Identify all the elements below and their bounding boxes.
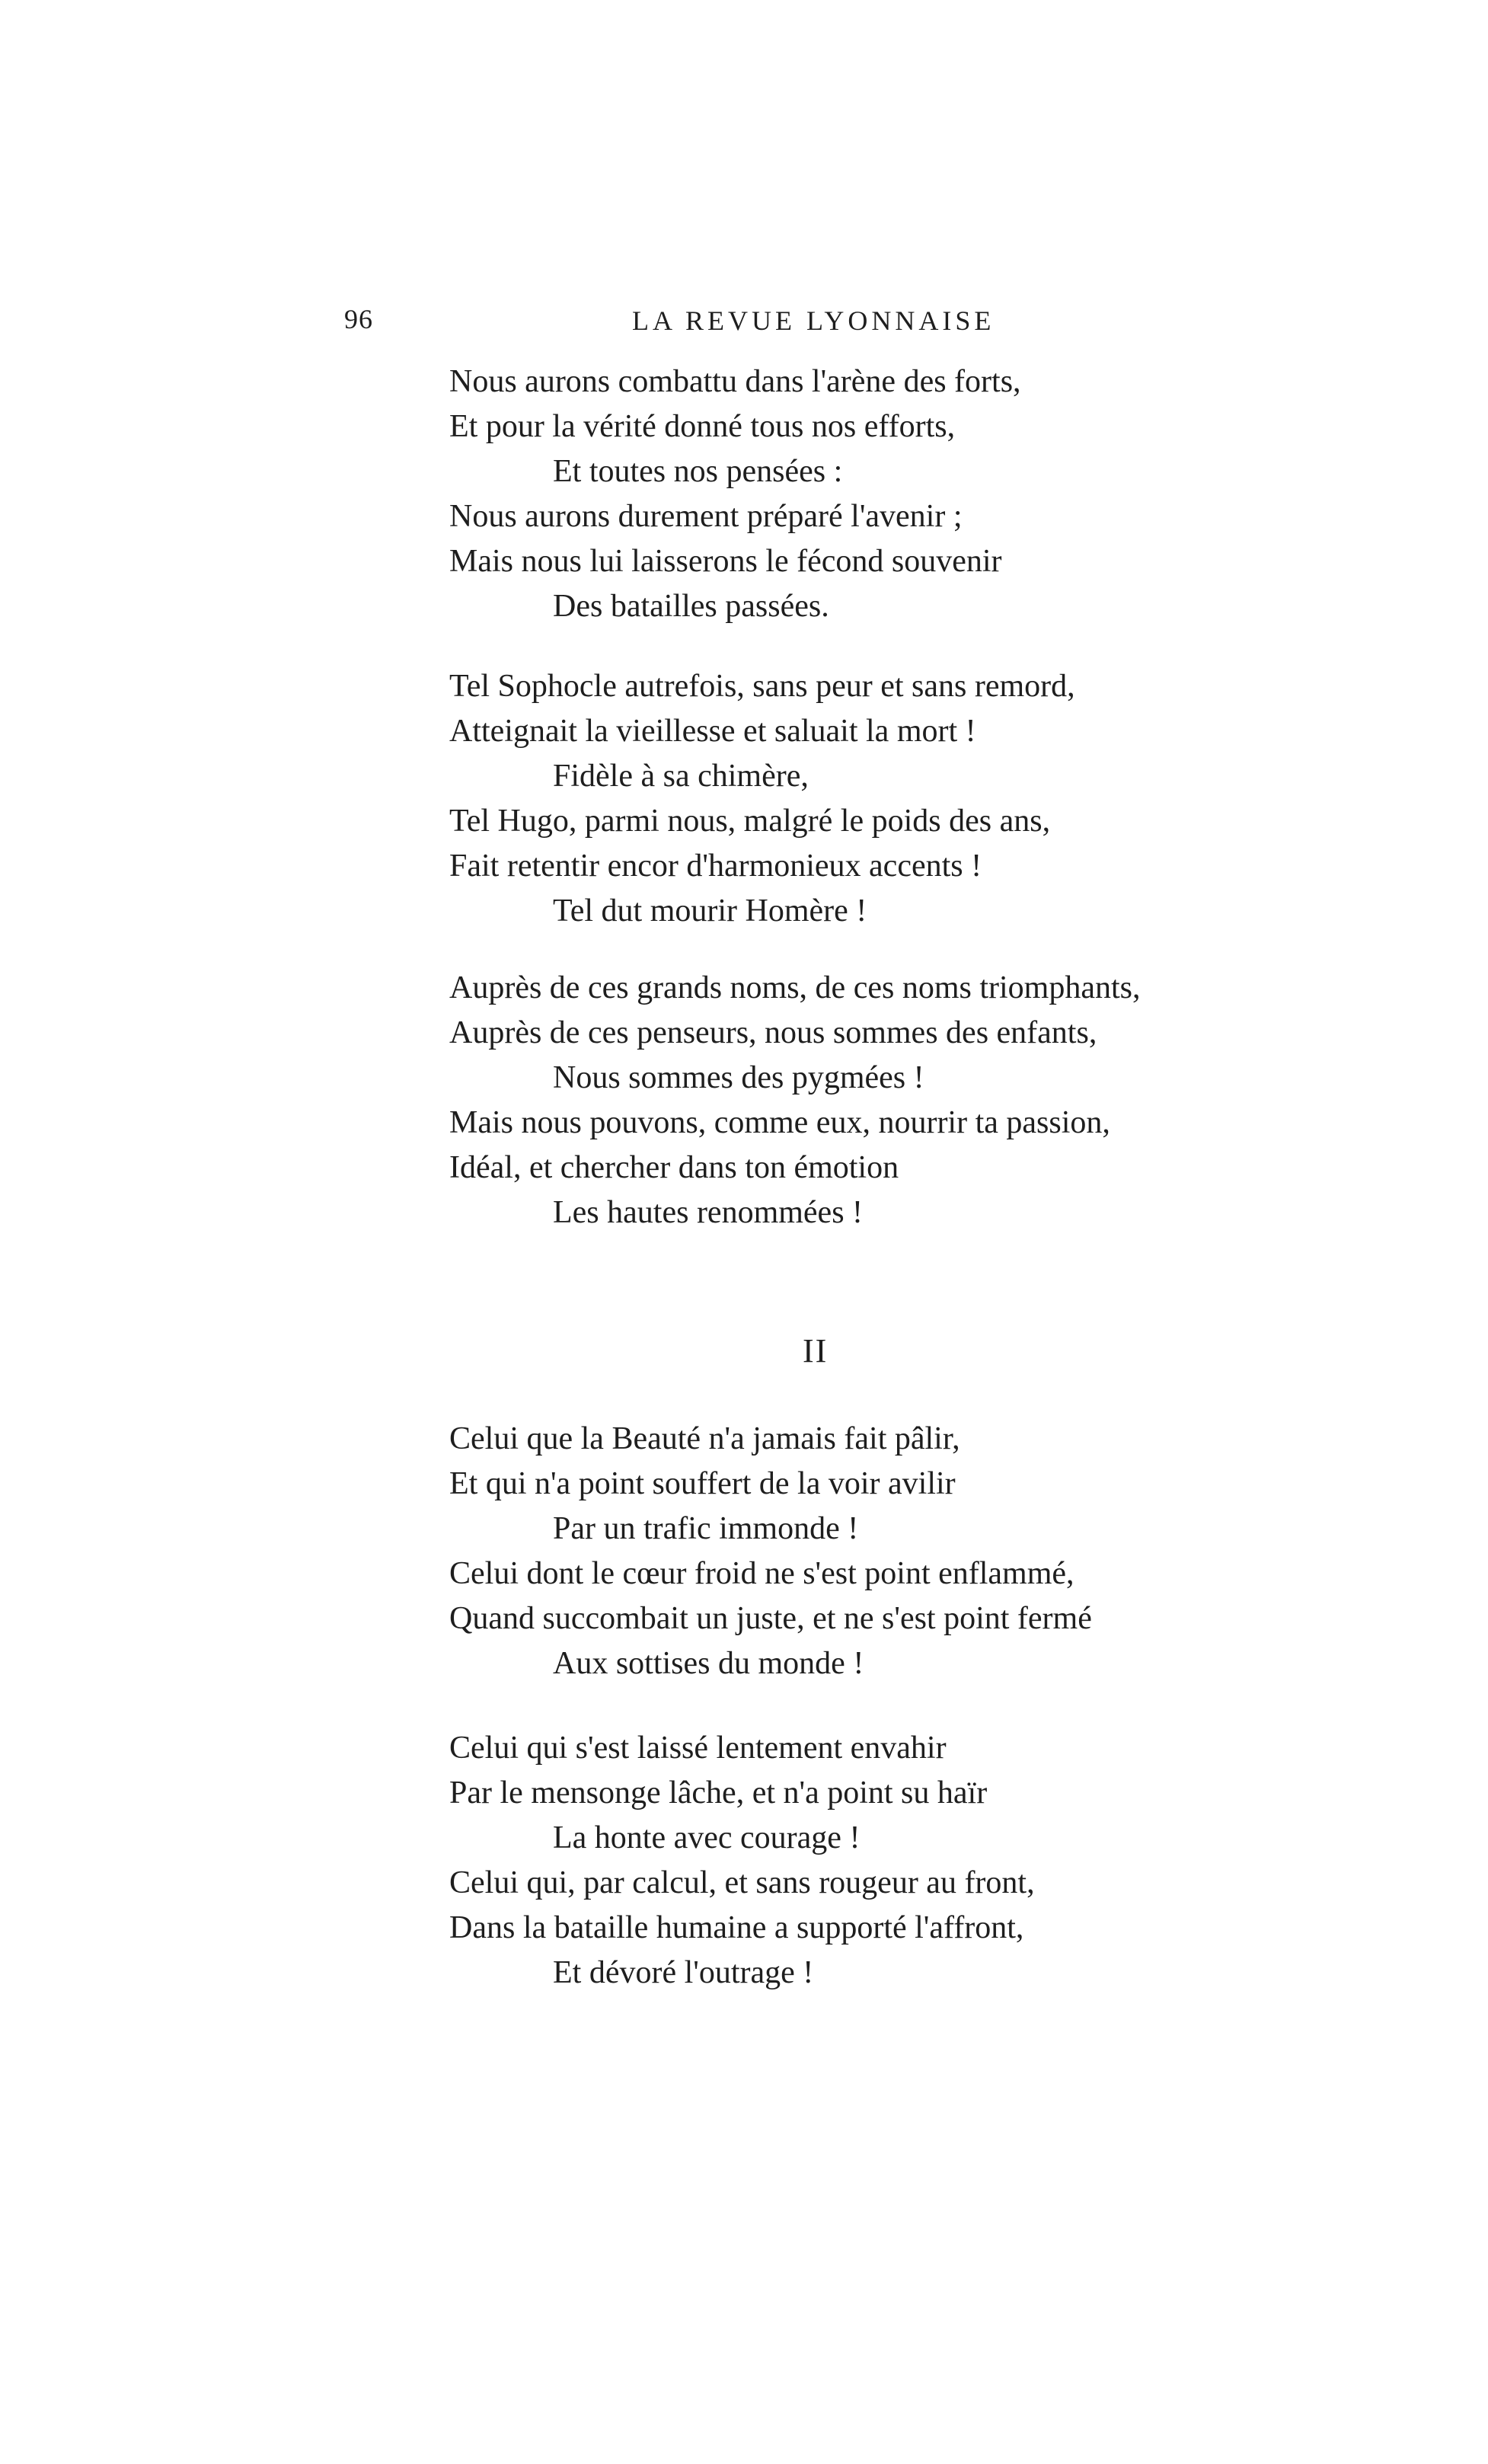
verse-line: Et dévoré l'outrage ! [553,1955,814,1990]
verse-line: Celui dont le cœur froid ne s'est point enflammé, [449,1556,1074,1591]
verse-line: Celui qui, par calcul, et sans rougeur au front, [449,1865,1035,1900]
verse-line: Idéal, et chercher dans ton émotion [449,1150,899,1185]
verse-line: La honte avec courage ! [553,1820,861,1855]
verse-line: Par un trafic immonde ! [553,1511,859,1546]
verse-line: Et qui n'a point souffert de la voir avilir [449,1466,956,1501]
verse-line: Nous sommes des pygmées ! [553,1060,924,1095]
verse-line: Atteignait la vieillesse et saluait la mort ! [449,714,976,749]
verse-line: Celui qui s'est laissé lentement envahir [449,1731,947,1766]
verse-line: Celui que la Beauté n'a jamais fait pâlir, [449,1421,960,1456]
verse-line: Aux sottises du monde ! [553,1646,864,1681]
verse-line: Tel dut mourir Homère ! [553,893,867,928]
verse-line: Quand succombait un juste, et ne s'est point fermé [449,1601,1092,1636]
verse-line: Auprès de ces grands noms, de ces noms triomphants, [449,970,1141,1005]
verse-line: Par le mensonge lâche, et n'a point su haïr [449,1775,988,1810]
section-numeral: II [803,1332,829,1369]
verse-line: Mais nous lui laisserons le fécond souvenir [449,544,1002,579]
verse-line: Fait retentir encor d'harmonieux accents ! [449,848,982,884]
verse-line: Des batailles passées. [553,589,829,624]
verse-line: Dans la bataille humaine a supporté l'affront, [449,1910,1024,1945]
verse-line: Nous aurons durement préparé l'avenir ; [449,499,963,534]
page-number: 96 [344,304,373,334]
verse-line: Et toutes nos pensées : [553,454,843,489]
running-head: LA REVUE LYONNAISE [632,305,995,336]
verse-line: Auprès de ces penseurs, nous sommes des enfants, [449,1015,1097,1050]
verse-line: Et pour la vérité donné tous nos efforts, [449,409,956,444]
verse-line: Nous aurons combattu dans l'arène des forts, [449,364,1021,399]
stanza-2 [449,664,1287,934]
verse-line: Tel Sophocle autrefois, sans peur et sans remord, [449,669,1075,704]
section-2-stanza-2 [449,1726,1287,1996]
section-2-stanza-1 [449,1417,1287,1686]
verse-line: Tel Hugo, parmi nous, malgré le poids des ans, [449,804,1051,839]
stanza-1 [449,360,1287,629]
stanza-3 [449,966,1287,1235]
verse-line: Fidèle à sa chimère, [553,759,809,794]
verse-line: Mais nous pouvons, comme eux, nourrir ta passion, [449,1105,1110,1140]
verse-line: Les hautes renommées ! [553,1195,864,1230]
